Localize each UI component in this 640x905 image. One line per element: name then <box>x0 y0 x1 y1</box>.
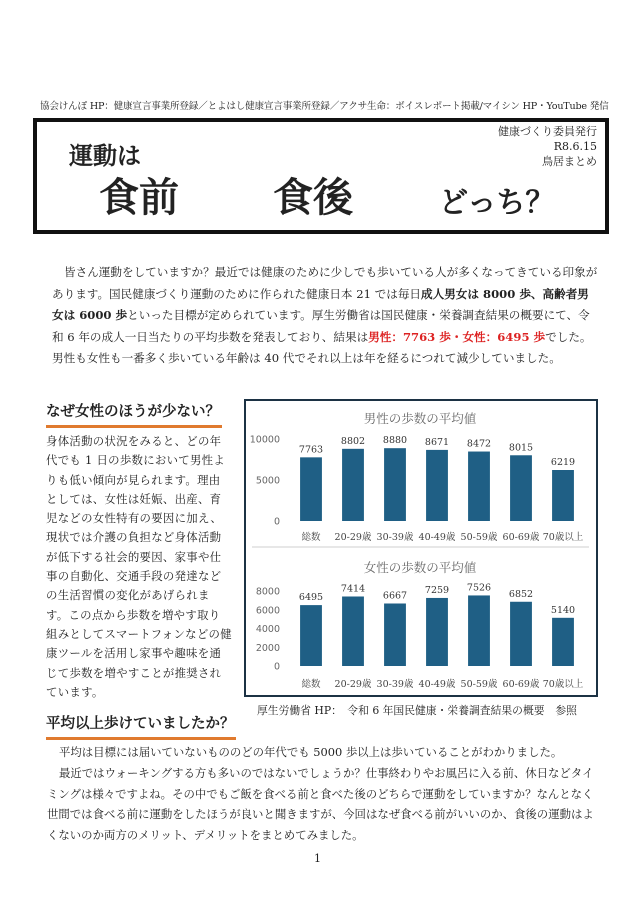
outro-paragraph-1: 平均は目標には届いていないもののどの年代でも 5000 歩以上は歩いていることがわかりました。 <box>59 745 563 759</box>
male-y-tick-label: 5000 <box>255 475 280 487</box>
male-x-tick-label: 40-49歳 <box>418 532 456 543</box>
intro-paragraph <box>52 262 600 370</box>
male-bar <box>384 448 406 521</box>
title-word-after-meal: 食後 <box>273 175 353 221</box>
male-x-tick-label: 20-29歳 <box>334 532 372 543</box>
male-bar-value-label: 8015 <box>508 442 534 454</box>
title-which: どっち？ <box>439 185 555 219</box>
title-box <box>33 118 609 234</box>
intro-target-steps: 成人男女は 8000 歩、高齢者男女は 6000 歩 <box>52 286 589 323</box>
male-y-tick-label: 10000 <box>249 434 280 446</box>
intro-text-1: 皆さん運動をしていますか？最近では健康のために少しでも歩いている人が多くなってきている印象があります。国民健康づくり運動のために作られた健康日本 21 では毎日 <box>52 265 598 301</box>
female-bar <box>468 595 490 666</box>
issuer: 健康づくり委員発行 <box>498 125 597 138</box>
female-bar-value-label: 6495 <box>298 592 324 604</box>
female-y-tick-label: 8000 <box>255 586 280 598</box>
female-bar-value-label: 7259 <box>424 584 450 596</box>
female-x-tick-label: 30-39歳 <box>376 679 414 690</box>
male-bar-value-label: 8671 <box>424 436 450 448</box>
female-x-tick-label: 総数 <box>301 679 321 690</box>
female-bar <box>426 598 448 666</box>
male-chart-title: 男性の歩数の平均値 <box>363 411 477 426</box>
male-bar <box>552 470 574 521</box>
female-bar <box>342 596 364 666</box>
male-bar-value-label: 6219 <box>550 457 576 469</box>
source-note: 厚生労働省 HP： 令和 6 年国民健康・栄養調査結果の概要 参照 <box>257 704 577 717</box>
editor: 鳥居まとめ <box>542 155 597 168</box>
female-bar <box>384 603 406 666</box>
female-y-tick-label: 2000 <box>255 642 280 654</box>
female-bar <box>510 602 532 666</box>
female-bar-value-label: 5140 <box>550 604 576 616</box>
female-bar <box>300 605 322 666</box>
male-bar <box>426 450 448 521</box>
female-x-tick-label: 70歳以上 <box>542 679 584 690</box>
intro-average-steps: 男性：7763 歩・女性：6495 歩 <box>368 329 546 344</box>
female-y-tick-label: 6000 <box>255 605 280 617</box>
issue-date: R8.6.15 <box>553 140 597 153</box>
female-x-tick-label: 20-29歳 <box>334 679 372 690</box>
female-bar-value-label: 6852 <box>508 588 534 600</box>
section-heading-why-women-fewer: なぜ女性のほうが少ない？ <box>46 400 222 428</box>
female-y-tick-label: 0 <box>273 661 280 673</box>
male-bar-value-label: 8472 <box>466 438 492 450</box>
male-bar <box>468 452 490 521</box>
male-x-tick-label: 60-69歳 <box>502 532 540 543</box>
male-x-tick-label: 30-39歳 <box>376 532 414 543</box>
header-affiliations: 協会けんぽ HP：健康宣言事業所登録／とよはし健康宣言事業所登録／アクサ生命：ボイスレポート掲載/マイシン HP・YouTube 発信 <box>40 101 609 112</box>
male-bar-value-label: 8880 <box>382 435 408 447</box>
step-charts <box>246 401 595 694</box>
male-bar-value-label: 8802 <box>340 435 366 447</box>
step-charts-panel <box>244 399 598 697</box>
female-x-tick-label: 60-69歳 <box>502 679 540 690</box>
title-line1: 運動は <box>69 142 141 170</box>
female-bar <box>552 618 574 666</box>
female-bar-value-label: 7414 <box>340 583 366 595</box>
section-body-why-women-fewer: 身体活動の状況をみると、どの年代でも 1 日の歩数において男性よりも低い傾向が見られます。理由としては、女性は妊娠、出産、育児などの女性特有の要因に加え、現状では介護の負担など身体活動が低下する社会的要因、家事や仕事の自動化、交通手段の発達などの生活習慣の変化があげられます。この点から歩数を増やす取り組みとしてスマートフォンなどの健康ツールを活用し家事や趣味を通じて歩数を増やすことが推奨されています。 <box>46 434 232 699</box>
female-x-tick-label: 50-59歳 <box>460 679 498 690</box>
female-bar-value-label: 7526 <box>466 582 492 594</box>
page-number: 1 <box>314 852 321 865</box>
female-bar-value-label: 6667 <box>382 590 408 602</box>
female-chart-title: 女性の歩数の平均値 <box>363 560 477 575</box>
issue-meta <box>498 124 597 169</box>
section-body-above-average <box>47 742 603 846</box>
section-heading-above-average: 平均以上歩けていましたか？ <box>46 712 236 740</box>
male-bar <box>342 449 364 521</box>
male-x-tick-label: 50-59歳 <box>460 532 498 543</box>
female-x-tick-label: 40-49歳 <box>418 679 456 690</box>
male-bar <box>300 457 322 521</box>
male-x-tick-label: 70歳以上 <box>542 532 584 543</box>
male-x-tick-label: 総数 <box>301 532 321 543</box>
intro-text-2: といった目標が定められています。厚生労働省は国民健康・栄養調査結果の概要にて、令和 6 年の成人一日当たりの平均歩数を発表しており、結果は <box>52 308 590 344</box>
male-bar-value-label: 7763 <box>298 444 324 456</box>
title-word-before-meal: 食前 <box>99 175 179 221</box>
male-bar <box>510 455 532 521</box>
male-y-tick-label: 0 <box>273 516 280 528</box>
intro-text-3: でした。男性も女性も一番多く歩いている年齢は 40 代でそれ以上は年を経るにつれて減少していました。 <box>52 329 592 366</box>
female-y-tick-label: 4000 <box>255 624 280 635</box>
outro-paragraph-2: 最近ではウォーキングする方も多いのではないでしょうか？仕事終わりやお風呂に入る前、休日などタイミングは様々ですよね。その中でもご飯を食べる前と食べた後のどちらで運動をしていますか？なんとなく世間では食べる前に運動をしたほうが良いと聞きますが、今回はなぜ食べる前がいいのか、食後の運動はよくないのか両方のメリット、デメリットをまとめてみました。 <box>47 765 594 843</box>
